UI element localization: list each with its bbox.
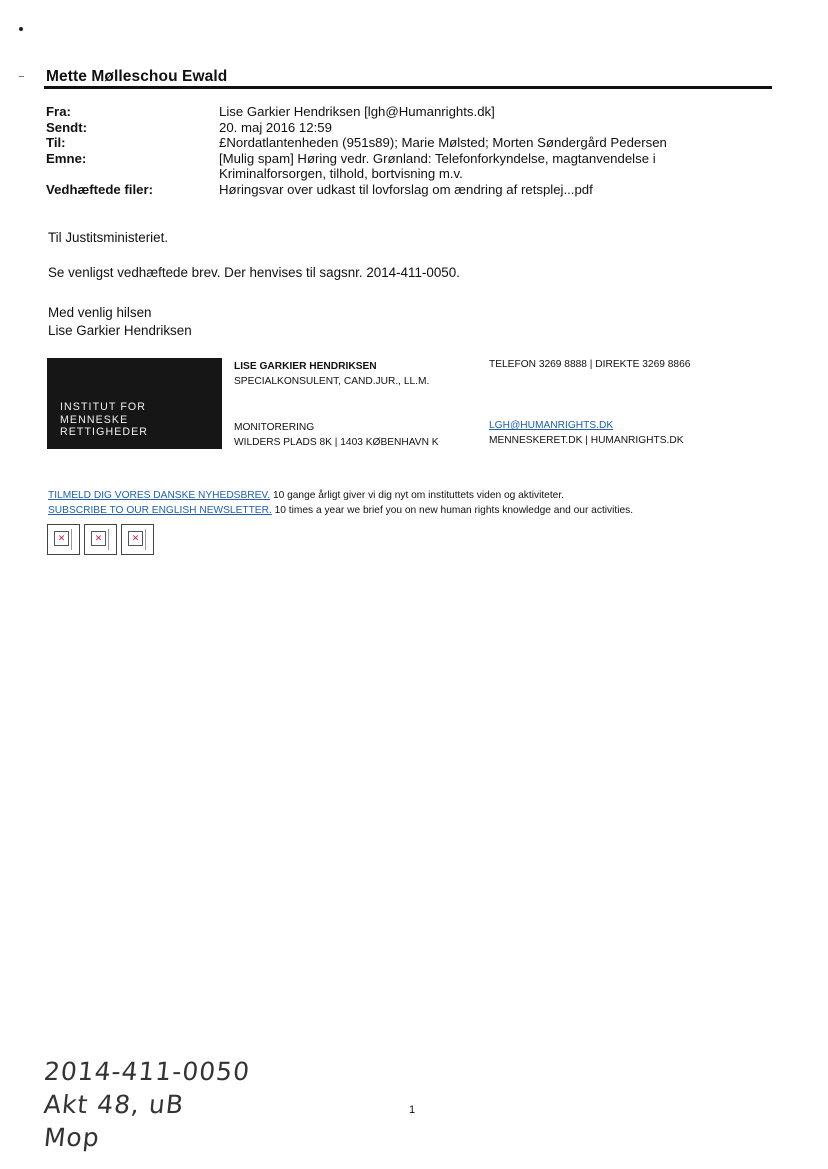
signature-email-link[interactable]: LGH@HUMANRIGHTS.DK <box>489 420 614 431</box>
logo-line: MENNESKE <box>60 413 129 426</box>
header-label: Til: <box>46 135 66 151</box>
header-value: £Nordatlantenheden (951s89); Marie Mølsted; Morten Søndergård Pedersen <box>219 135 667 151</box>
broken-image-icon[interactable]: ✕ <box>47 524 80 555</box>
handwritten-case-number: 2014-411-0050 <box>42 1057 252 1086</box>
handwritten-note <box>44 1055 250 1154</box>
signature-address-block <box>234 421 439 450</box>
header-from <box>46 104 746 120</box>
header-subject-cont <box>46 166 746 182</box>
english-newsletter-link[interactable]: SUBSCRIBE TO OUR ENGLISH NEWSLETTER. <box>48 505 272 516</box>
body-greeting: Til Justitsministeriet. <box>48 230 169 245</box>
header-to <box>46 135 746 151</box>
body-message: Se venligst vedhæftede brev. Der henvises til sagsnr. 2014-411-0050. <box>48 265 460 280</box>
body-closing: Med venlig hilsen <box>48 305 152 320</box>
signature-phone: TELEFON 3269 8888 | DIREKTE 3269 8866 <box>489 359 691 370</box>
institute-logo <box>47 358 222 449</box>
signature-department: MONITORERING <box>234 422 315 433</box>
header-sent <box>46 120 746 136</box>
signature-title: SPECIALKONSULENT, CAND.JUR., LL.M. <box>234 375 430 387</box>
header-label: Vedhæftede filer: <box>46 181 153 197</box>
header-value: [Mulig spam] Høring vedr. Grønland: Telefonforkyndelse, magtanvendelse i <box>219 150 656 166</box>
handwritten-act: Akt 48, uB <box>42 1090 186 1119</box>
scan-dot <box>19 27 23 31</box>
signature-websites: MENNESKERET.DK | HUMANRIGHTS.DK <box>489 434 684 446</box>
header-subject <box>46 151 746 167</box>
signature-name: LISE GARKIER HENDRIKSEN <box>234 361 377 372</box>
newsletter-english <box>48 503 633 518</box>
handwritten-initials: Mop <box>42 1123 102 1152</box>
header-label: Sendt: <box>46 119 88 135</box>
broken-image-icon[interactable]: ✕ <box>84 524 117 555</box>
english-newsletter-text: 10 times a year we brief you on new human rights knowledge and our activities. <box>271 505 634 516</box>
logo-line: INSTITUT FOR <box>60 401 146 413</box>
newsletter-danish <box>48 488 564 503</box>
broken-image-icon[interactable]: ✕ <box>121 524 154 555</box>
header-value: Kriminalforsorgen, tilhold, bortvisning m.v. <box>219 166 463 182</box>
signature-address: WILDERS PLADS 8K | 1403 KØBENHAVN K <box>234 436 439 448</box>
header-label <box>46 166 219 182</box>
header-attachments <box>46 182 746 198</box>
page-number: 1 <box>409 1104 416 1116</box>
signature-contact-block <box>489 419 684 448</box>
header-rule <box>44 86 772 89</box>
header-label: Emne: <box>46 150 87 166</box>
logo-text <box>60 401 148 439</box>
header-value: Lise Garkier Hendriksen [lgh@Humanrights.dk] <box>219 104 495 119</box>
logo-line: RETTIGHEDER <box>60 426 149 439</box>
sender-name: Mette Mølleschou Ewald <box>46 68 228 85</box>
danish-newsletter-link[interactable]: TILMELD DIG VORES DANSKE NYHEDSBREV. <box>48 490 271 501</box>
danish-newsletter-text: 10 gange årligt giver vi dig nyt om instituttets viden og aktiviteter. <box>270 490 565 501</box>
header-value: 20. maj 2016 12:59 <box>219 119 332 135</box>
body-signoff: Lise Garkier Hendriksen <box>48 323 192 338</box>
attachment-link[interactable]: Høringsvar over udkast til lovforslag om ændring af retsplej...pdf <box>219 181 593 197</box>
social-icons <box>47 524 158 555</box>
signature-name-block <box>234 360 429 389</box>
email-headers <box>46 104 746 198</box>
header-label: Fra: <box>46 104 71 119</box>
scan-mark <box>19 76 24 77</box>
